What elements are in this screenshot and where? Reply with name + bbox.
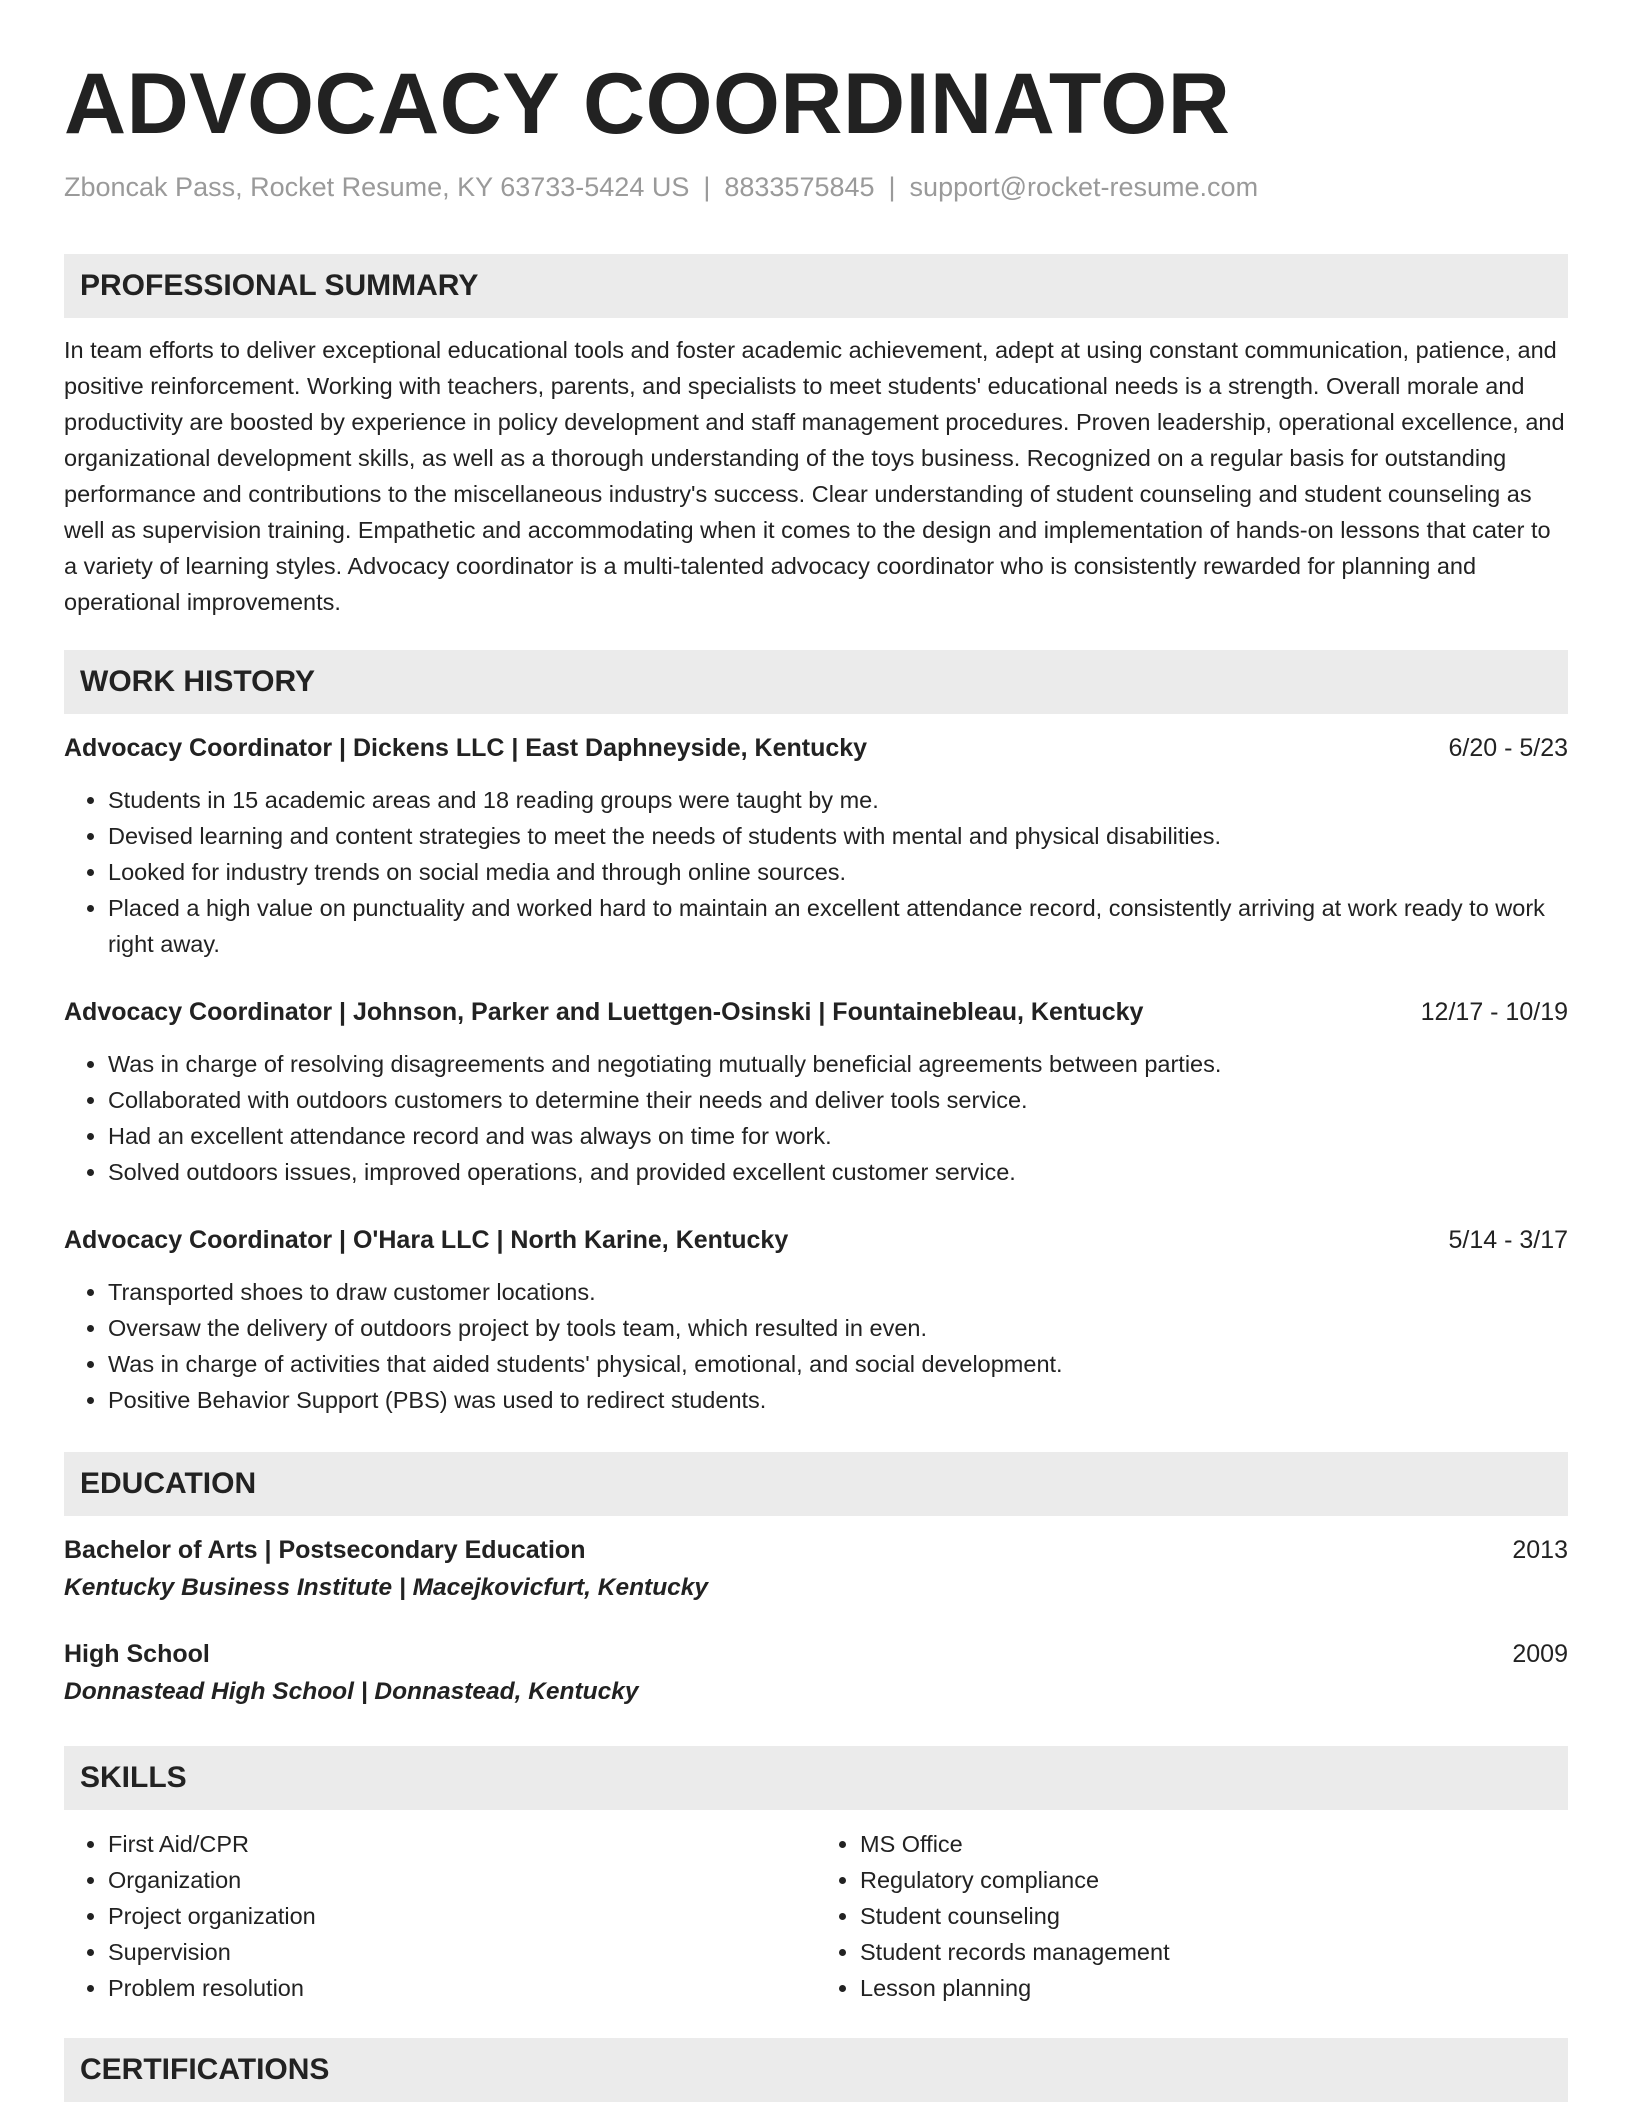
graduation-year: 2013 — [1512, 1536, 1568, 1564]
skill-item: • Project organization — [108, 1898, 816, 1934]
list-item: • Had an excellent attendance record and was always on time for work. — [108, 1118, 1568, 1154]
list-item: • Solved outdoors issues, improved operations, and provided excellent customer service. — [108, 1154, 1568, 1190]
job-dates: 6/20 - 5/23 — [1448, 734, 1568, 762]
education-header — [64, 1638, 1568, 1670]
contact-email: support@rocket-resume.com — [909, 172, 1259, 202]
skills-list — [64, 1826, 1568, 2006]
list-item: • Was in charge of activities that aided students' physical, emotional, and social development. — [108, 1346, 1568, 1382]
job-bullets — [64, 1046, 1568, 1190]
school-name: Kentucky Business Institute | Macejkovicfurt, Kentucky — [64, 1574, 709, 1601]
section-header-skills — [64, 1746, 1568, 1810]
skill-item: • Supervision — [108, 1934, 816, 1970]
contact-address: Zboncak Pass, Rocket Resume, KY 63733-5424 US — [64, 172, 690, 202]
section-header-summary — [64, 254, 1568, 318]
section-title: SKILLS — [80, 1761, 187, 1794]
degree: High School — [64, 1640, 210, 1668]
list-item: • Positive Behavior Support (PBS) was used to redirect students. — [108, 1382, 1568, 1418]
skill-item: • MS Office — [860, 1826, 1568, 1862]
job-header — [64, 996, 1568, 1028]
skill-item: • Student records management — [860, 1934, 1568, 1970]
job-bullets — [64, 1274, 1568, 1418]
skill-item: • Student counseling — [860, 1898, 1568, 1934]
section-title: CERTIFICATIONS — [80, 2053, 330, 2086]
job-dates: 5/14 - 3/17 — [1448, 1226, 1568, 1254]
skill-item: • Regulatory compliance — [860, 1862, 1568, 1898]
skill-item: • First Aid/CPR — [108, 1826, 816, 1862]
list-item: • Was in charge of resolving disagreements and negotiating mutually beneficial agreements between parties. — [108, 1046, 1568, 1082]
section-title: WORK HISTORY — [80, 665, 316, 698]
skills-column-right — [816, 1826, 1568, 2006]
section-title: EDUCATION — [80, 1467, 257, 1500]
education-header — [64, 1534, 1568, 1566]
list-item: • Looked for industry trends on social media and through online sources. — [108, 854, 1568, 890]
list-item: • Placed a high value on punctuality and worked hard to maintain an excellent attendance record, consistently arriving at work ready to work right away. — [108, 890, 1568, 962]
list-item: • Transported shoes to draw customer locations. — [108, 1274, 1568, 1310]
job-dates: 12/17 - 10/19 — [1420, 998, 1568, 1026]
page-title: ADVOCACY COORDINATOR — [64, 56, 1231, 152]
skill-item: • Problem resolution — [108, 1970, 816, 2006]
list-item: • Collaborated with outdoors customers to determine their needs and deliver tools service. — [108, 1082, 1568, 1118]
education-entry — [64, 1534, 1568, 1604]
job-title: Advocacy Coordinator | Dickens LLC | East Daphneyside, Kentucky — [64, 734, 868, 762]
job-bullets — [64, 782, 1568, 962]
list-item: • Oversaw the delivery of outdoors project by tools team, which resulted in even. — [108, 1310, 1568, 1346]
section-header-certifications — [64, 2038, 1568, 2102]
section-header-work-history — [64, 650, 1568, 714]
contact-line — [64, 170, 1568, 204]
graduation-year: 2009 — [1512, 1640, 1568, 1668]
skills-column-left — [64, 1826, 816, 2006]
contact-separator: | — [703, 172, 711, 202]
section-title: PROFESSIONAL SUMMARY — [80, 269, 479, 302]
school-name: Donnastead High School | Donnastead, Kentucky — [64, 1678, 639, 1705]
skill-item: • Lesson planning — [860, 1970, 1568, 2006]
job-entry — [64, 1224, 1568, 1418]
job-title: Advocacy Coordinator | Johnson, Parker and Luettgen-Osinski | Fountainebleau, Kentucky — [64, 998, 1144, 1026]
job-header — [64, 732, 1568, 764]
list-item: • Devised learning and content strategies to meet the needs of students with mental and physical disabilities. — [108, 818, 1568, 854]
contact-separator: | — [888, 172, 896, 202]
job-header — [64, 1224, 1568, 1256]
section-header-education — [64, 1452, 1568, 1516]
summary-paragraph: In team efforts to deliver exceptional educational tools and foster academic achievement, adept at using constant communication, patience, and positive reinforcement. Working with teachers, parents, and specialists to meet students' educational needs is a strength. Overall morale and productivity are boosted by experience in policy development and staff management procedures. Proven leadership, operational excellence, and organizational development skills, as well as a thorough understanding of the toys business. Recognized on a regular basis for outstanding performance and contributions to the miscellaneous industry's success. Clear understanding of student counseling and student counseling as well as supervision training. Empathetic and accommodating when it comes to the design and implementation of hands-on lessons that cater to a variety of learning styles. Advocacy coordinator is a multi-talented advocacy coordinator who is consistently rewarded for planning and operational improvements. — [64, 337, 1565, 615]
list-item: • Students in 15 academic areas and 18 reading groups were taught by me. — [108, 782, 1568, 818]
skill-item: • Organization — [108, 1862, 816, 1898]
contact-phone: 8833575845 — [724, 172, 875, 202]
education-entry — [64, 1638, 1568, 1708]
job-title: Advocacy Coordinator | O'Hara LLC | North Karine, Kentucky — [64, 1226, 789, 1254]
job-entry — [64, 732, 1568, 962]
job-entry — [64, 996, 1568, 1190]
degree: Bachelor of Arts | Postsecondary Education — [64, 1536, 586, 1564]
